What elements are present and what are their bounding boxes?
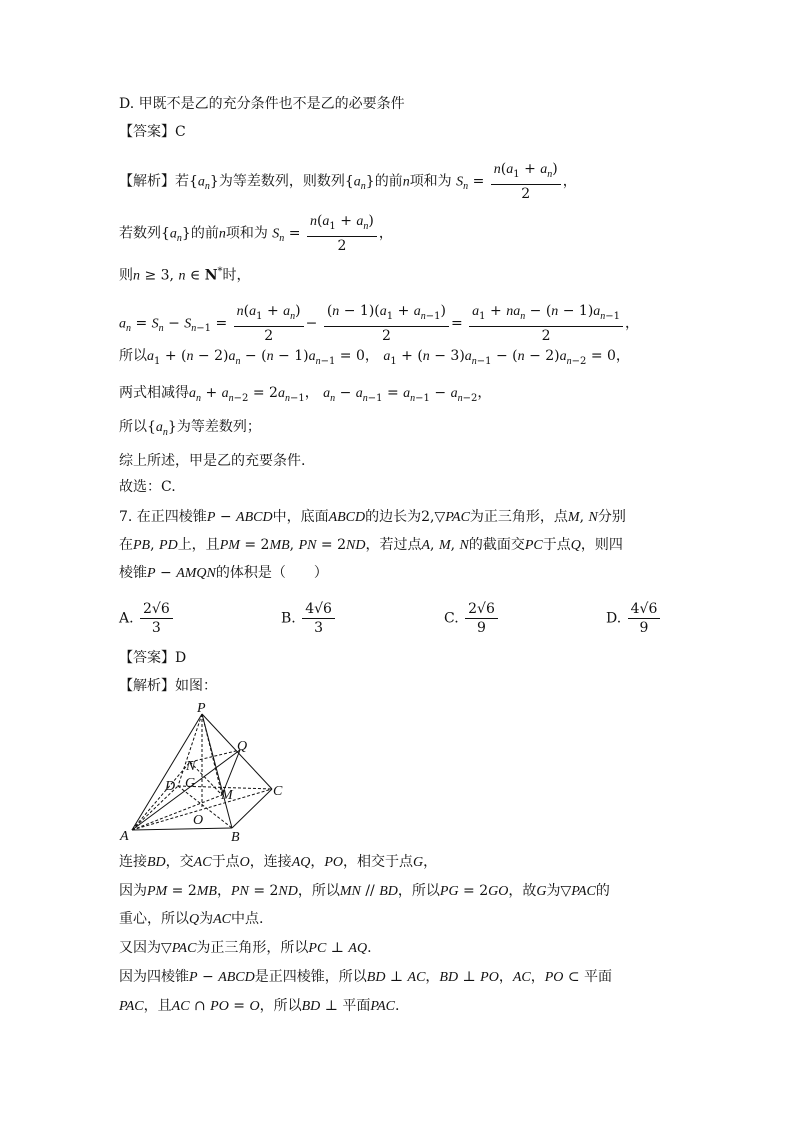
label-Q: Q — [237, 739, 248, 754]
solution-line-1: 连接BD，交AC于点O，连接AQ，PO，相交于点G， — [119, 854, 438, 870]
option-d-q6: D. 甲既不是乙的充分条件也不是乙的必要条件 — [119, 96, 405, 112]
option-d[interactable]: D. $\frac{4√6}{9}$ — [606, 600, 662, 637]
solution-line-5: 因为四棱锥P − ABCD是正四棱锥，所以BD ⊥ AC，BD ⊥ PO，AC，PO ⊂ 平面 — [119, 969, 613, 985]
pyramid-figure — [115, 700, 295, 845]
label-M: M — [221, 788, 233, 803]
fraction: $\frac{n(a_1 + a_n)}{2}$ — [491, 160, 561, 203]
answer-q7: 【答案】D — [119, 650, 187, 666]
label-G: G — [185, 776, 196, 791]
label-O: O — [193, 813, 204, 828]
q7-stem-line-3: 棱锥P − AMQN的体积是（ ） — [119, 565, 328, 581]
solution-line-2: 因为PM = 2MB，PN = 2ND，所以MN // BD，所以PG = 2GO，故G为▽PAC的 — [119, 883, 610, 899]
label-D: D — [165, 779, 176, 794]
analysis-line-2: 若数列$\{a_n\}$的前n项和为 $S_n$ = $\frac{n(a_1 + a_n)}{2}$ ， — [119, 213, 393, 254]
analysis-line-5: 所以$a_1 + (n - 2)a_n - (n - 1)a_{n-1} = 0$， $a_1 + (n - 3)a_{n-1} - (n - 2)a_{n-2} = 0$， — [119, 348, 630, 367]
fraction: $\frac{n(a_1 + a_n)}{2}$ — [234, 302, 304, 345]
option-a[interactable]: A. $\frac{2√6}{3}$ — [119, 600, 175, 637]
label-N: N — [186, 759, 196, 774]
label-P: P — [197, 701, 206, 716]
q7-stem-line-2: 在PB, PD上，且PM = 2MB, PN = 2ND，若过点A, M, N的截面交PC于点Q，则四 — [119, 537, 623, 553]
fraction: $\frac{n(a_1 + a_n)}{2}$ — [307, 212, 377, 255]
solution-line-3: 重心，所以Q为AC中点. — [119, 911, 264, 927]
analysis-line-7: 所以$\{a_n\}$为等差数列； — [119, 419, 261, 438]
analysis-line-9: 故选：C. — [119, 479, 176, 495]
analysis-line-3: 则n ≥ 3, n ∈ N*时， — [119, 266, 251, 284]
fraction: $\frac{(n - 1)(a_1 + a_{n-1})}{2}$ — [324, 302, 449, 345]
analysis-q7: 【解析】如图： — [119, 678, 217, 694]
analysis-line-1: 【解析】若$\{a_n\}$为等差数列，则数列$\{a_n\}$的前n项和为 $S_n$ = $\frac{n(a_1 + a_n)}{2}$ ， — [119, 161, 577, 202]
analysis-line-6: 两式相减得$a_n + a_{n-2} = 2a_{n-1}$， $a_n - a_{n-1} = a_{n-1} - a_{n-2}$， — [119, 385, 492, 404]
label-B: B — [231, 830, 240, 845]
solution-line-4: 又因为▽PAC为正三角形，所以PC ⊥ AQ. — [119, 940, 372, 956]
q7-stem-line-1: 7. 在正四棱锥P − ABCD中，底面ABCD的边长为2,▽PAC为正三角形，点M, N分别 — [119, 509, 626, 525]
fraction: $\frac{a_1 + na_n - (n - 1)a_{n-1}}{2}$ — [469, 302, 623, 345]
option-b[interactable]: B. $\frac{4√6}{3}$ — [281, 600, 337, 637]
label-C: C — [273, 784, 283, 799]
answer-q6: 【答案】C — [119, 124, 186, 140]
analysis-line-4: $a_n = S_n - S_{n-1}$ = $\frac{n(a_1 + a_n)}{2}$ − $\frac{(n - 1)(a_1 + a_{n-1})}{2}$ = $\frac{a_1 + na_n - (n - 1)a_{n-1}}{2}$ ， — [119, 303, 640, 344]
solution-line-6: PAC，且AC ∩ PO = O，所以BD ⊥ 平面PAC. — [119, 998, 400, 1014]
label-A: A — [120, 829, 129, 844]
option-c[interactable]: C. $\frac{2√6}{9}$ — [444, 600, 500, 637]
analysis-line-8: 综上所述，甲是乙的充要条件. — [119, 453, 306, 469]
